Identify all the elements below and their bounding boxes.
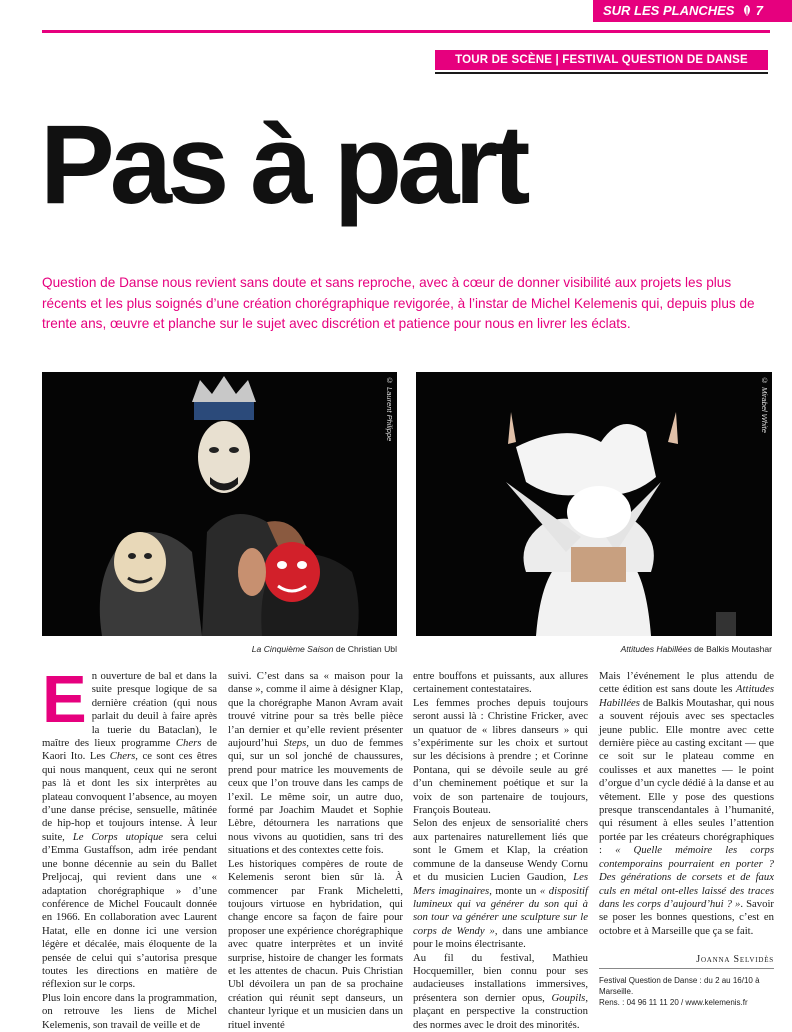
rubric: TOUR DE SCÈNE | FESTIVAL QUESTION DE DANSE [435,50,768,70]
photo-caption [621,644,772,654]
photo-masked-dancers-illustration [42,372,397,636]
event-info-box [599,968,774,1008]
body-column-1 [42,662,218,1032]
headline: Pas à part [40,102,526,227]
caption-title: La Cinquième Saison [251,644,334,654]
body-column-2 [228,670,403,1032]
body-column-3 [413,670,588,1032]
event-dates: Festival Question de Danse : du 2 au 16/10 à Marseille. [599,976,760,996]
photo-cinquieme-saison [42,372,397,636]
leaf-icon [738,3,756,18]
photo-credit: © Mirabel White [760,376,769,433]
standfirst: Question de Danse nous revient sans doute et sans reproche, avec à cœur de donner visibilité aux projets les plus récents et les plus soignés d’une création chorégraphique revigorée, à l’instar de Michel Kelemenis qui, depuis plus de trente ans, œuvre et planche sur le sujet avec discrétion et patience pour nous en livrer les éclats. [42,275,755,331]
body-paragraph: Selon des enjeux de sensorialité chers aux partenaires naturellement liés que sont le Gmem et Klap, la création commune de la danseuse Wendy Cornu et du musicien Lucien Gaudion, Les Mers imaginaires, monte un « dispositif lumineux qui va générer du son qui à son tour va générer une sculpture sur le corps de Wendy », dans une ambiance pour le moins électrisante. [413,817,589,951]
body-paragraph: suivi. C’est dans sa « maison pour la danse », comme il aime à désigner Klap, que la chorégraphe Manon Avram avait trouvé vitrine pour sa très belle pièce l’an dernier et qu’elle revient présenter aujourd’hui Steps, un duo de femmes qui, sur un sol jonché de chaussures, prend pour matrice les mouvements de ceux que l’on trouve dans les camps de l’exil. Le même soir, un autre duo, formé par Joachim Maudet et Sophie Lèbre, détournera les narrations que nous vivons au quotidien, sans tri des situations et des contextes cette fois. [228,670,403,857]
body-paragraph: Plus loin encore dans la programmation, on retrouve les liens de Michel Kelemenis, son travail de veille et de [42,991,217,1031]
body-paragraph: Au fil du festival, Mathieu Hocquemiller, bien connu pour ses audacieuses installations immersives, présentera son dernier opus, Goupils, plaçant en perspective la construction des normes avec le droit des minorités. [413,951,588,1031]
photo-white-cloth-dancer-illustration [416,372,772,636]
section-banner [593,0,792,22]
byline: Joanna Selvidès [696,954,774,965]
rubric-rule [435,72,768,74]
photo-attitudes-habillees [416,372,772,636]
photo-credit: © Laurent Philippe [385,376,394,442]
top-rule [42,30,770,33]
page-number: 7 [755,3,763,18]
caption-title: Attitudes Habillées [620,644,692,654]
body-paragraph: Mais l’événement le plus attendu de cette édition est sans doute les Attitudes Habillées de Balkis Moutashar, qui nous a souvent réjouis avec ses spectacles jeune public. Elle montre avec cette dernière pièce au casting excitant — que ce soit sur le plateau comme en coulisses et aux manettes — le point d’orgue d’un cycle dédié à la danse et au vêtement. Elle y pose des questions presque transcendantales à l’humanité, qui résument à elles seules l’attention portée par les créateurs chorégraphiques : « Quelle mémoire les corps contemporains pourraient en porter ? Des générations de corsets et de faux culs en métal ont-elles laissé des traces dans les corps d’aujourd’hui ? ». Savoir se poser les bonnes questions, c’est en octobre et à Marseille que ça se fait. [599,670,774,937]
event-contact: Rens. : 04 96 11 11 20 / www.kelemenis.fr [599,998,748,1007]
body-paragraph: Les historiques compères de route de Kelemenis seront bien sûr là. À commencer par Frank Micheletti, toujours virtuose en hybridation, qui change encore sa façon de faire pour proposer une expérience chorégraphique avec quatre interprètes et un invité surprise, histoire de changer les formats et les attentes de chacun. Puis Christian Ubl dévoilera un pan de sa prochaine création qui réunit sept danseurs, un chanteur lyrique et un musicien dans un rituel inventé [228,857,403,1031]
body-paragraph: Les femmes proches depuis toujours seront aussi là : Christine Fricker, avec un quatuor de « libres danseurs » qui s’expérimente sur les choix et surtout sur les décisions à prendre ; et Corinne Pontana, qui se dévoile seule au gré d’un cheminement poétique et sur la voix de son partenaire de toujours, François Bouteau. [413,696,588,817]
body-column-4 [599,670,774,938]
caption-text: de Christian Ubl [333,644,397,654]
caption-text: de Balkis Moutashar [691,644,772,654]
dropcap: E [42,662,87,737]
body-paragraph: En ouverture de bal et dans la suite presque logique de sa dernière création (qui nous parlait du deuil à faire après la tuerie du Bataclan), le maître des lieux programme Chers de Kaori Ito. Les Chers, ce sont ces êtres qui nous manquent, ceux qui ne seront pas là et dont les six interprètes au plateau convoquent l’absence, au moyen d’une danse précise, sensuelle, mâtinée de hip-hop et toujours intense. À leur suite, Le Corps utopique sera celui d’Emma Gustaffson, adm irée pendant une bonne décennie au sein du Ballet Preljocaj, qui revient dans une « adaptation chorégraphique » d’une conférence de Michel Foucault donnée en 1966. En collaboration avec Laurent Hatat, elle en donne ici une version légère et décalée, mais éloquente de la pensée de celui qui s’autorisa presque toutes les directions en matière de réflexion sur le corps. [42,662,218,991]
photo-caption [252,644,397,654]
body-paragraph: entre bouffons et puissants, aux allures certainement contestataires. [413,670,588,696]
section-title: SUR LES PLANCHES [603,3,735,18]
